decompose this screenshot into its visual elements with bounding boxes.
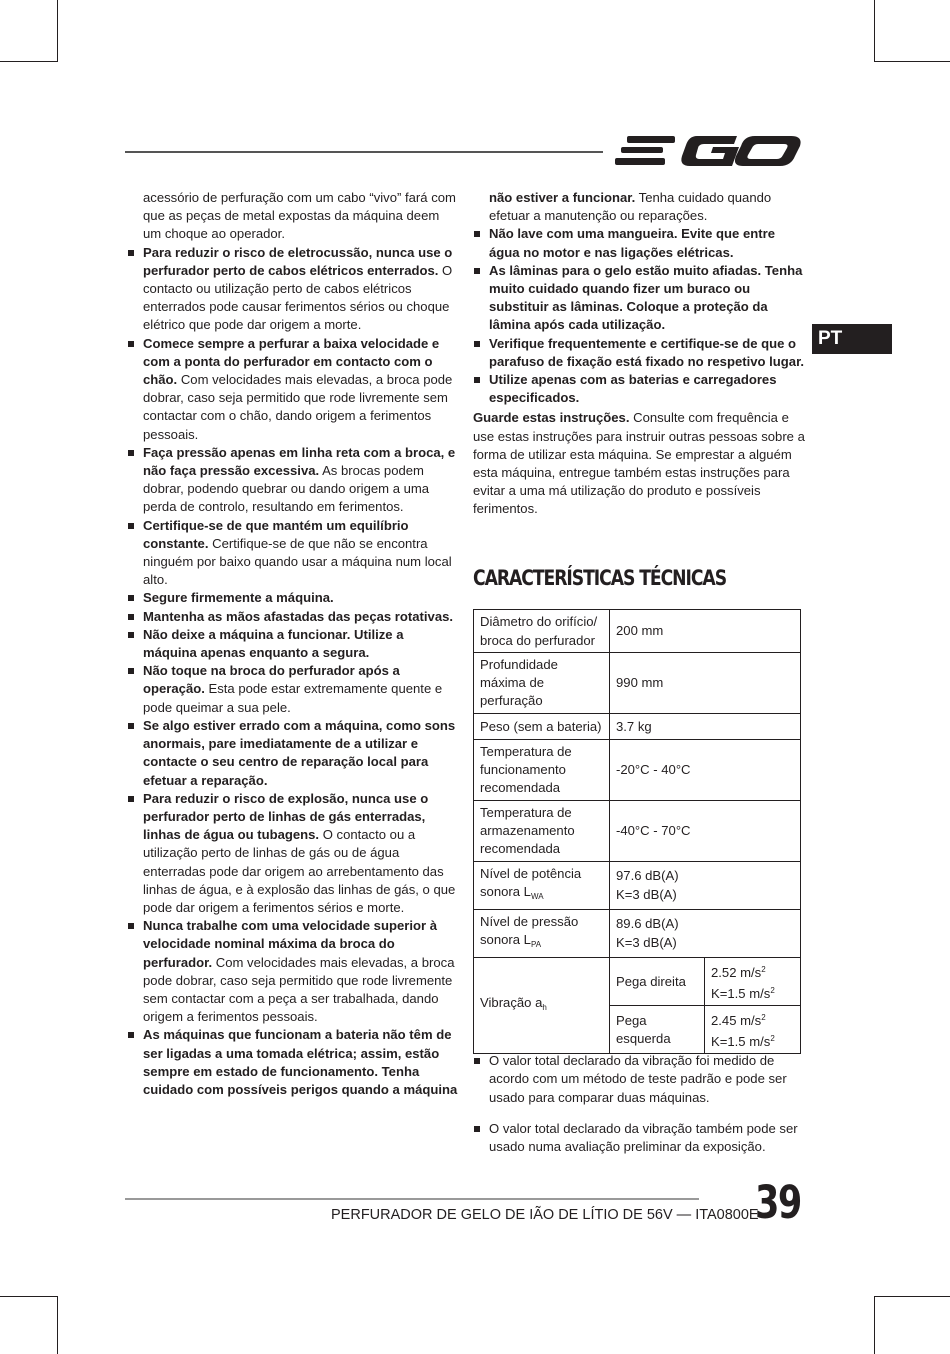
- spec-value: [610, 909, 801, 957]
- spec-label: Temperatura de armazenamento recomendada: [474, 800, 610, 861]
- body-text: As brocas podem dobrar, podendo quebrar ou dando origem a uma perda de controlo, resultando em ferimentos.: [143, 463, 430, 515]
- bullet-item: [127, 244, 459, 335]
- bullet-item: [127, 790, 459, 917]
- bold-lead: Guarde estas instruções.: [473, 410, 630, 426]
- crop-mark: [57, 1296, 58, 1354]
- paragraph: [473, 189, 805, 225]
- spec-label: Peso (sem a bateria): [474, 713, 610, 739]
- spec-label-text: Nível de pressão sonora L: [480, 913, 579, 948]
- superscript: 2: [761, 964, 766, 974]
- footer-rule: [125, 1198, 699, 1200]
- body-text: Com velocidades mais elevadas, a broca pode dobrar, caso seja permitido que rode livremente sem contactar com a peça a ser trabalhada, dando origem a ferimentos pessoais.: [143, 954, 455, 1025]
- body-text: acessório de perfuração com um cabo “vivo” fará com que as peças de metal expostas da máquina deem um choque ao operador.: [143, 190, 456, 242]
- crop-mark: [0, 1296, 58, 1297]
- bold-lead: Mantenha as mãos afastadas das peças rotativas.: [143, 608, 454, 624]
- bold-lead: Faça pressão apenas em linha reta com a broca, e não faça pressão excessiva.: [143, 444, 456, 479]
- crop-mark: [874, 61, 950, 62]
- spec-value-main: 89.6 dB(A): [616, 916, 679, 932]
- spec-label: [474, 861, 610, 909]
- bold-lead: Utilize apenas com as baterias e carregadores especificados.: [489, 372, 777, 406]
- spec-value: 200 mm: [610, 610, 801, 653]
- bold-lead: As máquinas que funcionam a bateria não têm de ser ligadas a uma tomada elétrica; assim, estão sempre em estado de funcionamento. Tenha cuidado com possíveis perigos quando a máquina: [143, 1027, 458, 1097]
- spec-label: Diâmetro do orifício/ broca do perfurador: [474, 610, 610, 653]
- handle-label: Pega direita: [610, 957, 705, 1005]
- bold-lead: Certifique-se de que mantém um equilíbrio constante.: [143, 517, 409, 551]
- spec-value: -20°C - 40°C: [610, 739, 801, 800]
- spec-value-k: K=3 dB(A): [616, 934, 677, 950]
- handle-label: Pega esquerda: [610, 1006, 705, 1054]
- body-text: Consulte com frequência e use estas instruções para instruir outras pessoas sobre a forma de utilizar esta máquina. Se emprestar a alguém esta máquina, entregue também estas instruções para evitar a uma má utilização do produto e possíveis ferimentos.: [473, 410, 805, 517]
- spec-value: [705, 957, 801, 1005]
- superscript: 2: [770, 985, 775, 995]
- bullet-item: [127, 517, 459, 590]
- bold-lead: Não deixe a máquina a funcionar. Utilize a máquina apenas enquanto a segura.: [143, 626, 404, 661]
- spec-row: [474, 800, 801, 861]
- subscript: WA: [530, 892, 544, 902]
- spec-value-k: K=3 dB(A): [616, 886, 677, 902]
- paragraph: [473, 409, 805, 518]
- superscript: 2: [761, 1013, 766, 1023]
- footer-text: PERFURADOR DE GELO DE IÃO DE LÍTIO DE 56V — ITA0800E: [331, 1207, 759, 1223]
- bullet-item: [127, 662, 459, 717]
- spec-value-main: 97.6 dB(A): [616, 868, 679, 884]
- bullet-item: [127, 335, 459, 444]
- spec-row: [474, 909, 801, 957]
- spec-table: [473, 609, 801, 1054]
- spec-row: [474, 957, 801, 1005]
- body-text: Esta pode estar extremamente quente e pode queimar a sua pele.: [143, 681, 443, 715]
- bold-lead: Verifique frequentemente e certifique-se de que o parafuso de fixação está fixado no respetivo lugar.: [489, 335, 805, 369]
- spec-row: [474, 713, 801, 739]
- bold-lead: não estiver a funcionar.: [489, 190, 636, 205]
- paragraph: [127, 189, 459, 244]
- bullet-item: [127, 608, 459, 626]
- spec-value-main: 2.52 m/s: [711, 964, 762, 980]
- spec-label-text: Nível de potência sonora L: [480, 865, 582, 900]
- bullet-item: [473, 371, 805, 407]
- spec-label: [474, 909, 610, 957]
- crop-mark: [0, 61, 58, 62]
- spec-label: Profundidade máxima de perfuração: [474, 653, 610, 714]
- crop-mark: [57, 0, 58, 62]
- bold-lead: Não lave com uma mangueira. Evite que entre água no motor e nas ligações elétricas.: [489, 226, 775, 260]
- bold-lead: Não toque na broca do perfurador após a operação.: [143, 663, 400, 697]
- bullet-item: [127, 1026, 459, 1099]
- body-text: O contacto ou a utilização perto de linhas de gás ou de água enterradas pode dar origem ao arrebentamento das linhas de água, e à explosão das linhas de gás, o que pode dar origem a ferimentos sérios e morte.: [143, 827, 456, 915]
- left-column: [127, 189, 459, 1099]
- crop-mark: [874, 0, 875, 62]
- spec-value: 3.7 kg: [610, 713, 801, 739]
- spec-value-main: 2.45 m/s: [711, 1013, 762, 1029]
- bullet-item: [127, 589, 459, 607]
- bold-lead: Nunca trabalhe com uma velocidade superior à velocidade nominal máxima da broca do perfurador.: [143, 918, 437, 970]
- spec-value-k: K=1.5 m/s: [711, 985, 771, 1001]
- bullet-item: [473, 335, 805, 371]
- bullet-item: [127, 717, 459, 790]
- spec-row: [474, 653, 801, 714]
- notes-list: [473, 1039, 805, 1162]
- spec-value: -40°C - 70°C: [610, 800, 801, 861]
- language-tab: PT: [812, 324, 892, 354]
- bold-lead: Para reduzir o risco de eletrocussão, nunca use o perfurador perto de cabos elétricos enterrados.: [143, 244, 453, 278]
- subscript: PA: [530, 940, 542, 950]
- bold-lead: Para reduzir o risco de explosão, nunca use o perfurador perto de linhas de gás enterradas, linhas de água ou tubagens.: [143, 790, 429, 843]
- spec-row: [474, 610, 801, 653]
- ego-logo: [615, 128, 801, 172]
- crop-mark: [874, 1296, 950, 1297]
- note-item: O valor total declarado da vibração foi medido de acordo com um método de teste padrão e pode ser usado para comparar duas máquinas.: [473, 1052, 805, 1107]
- bold-lead: Comece sempre a perfurar a baixa velocidade e com a ponta do perfurador em contacto com o chão.: [143, 335, 440, 388]
- page-number: 39: [755, 1176, 801, 1229]
- header-rule: [125, 151, 603, 153]
- bullet-item: [473, 225, 805, 261]
- spec-row: [474, 861, 801, 909]
- spec-value: [610, 861, 801, 909]
- body-text: Tenha cuidado quando efetuar a manutenção ou reparações.: [489, 190, 772, 224]
- spec-label-text: Vibração a: [480, 995, 543, 1011]
- bullet-item: [127, 626, 459, 662]
- bullet-item: [127, 917, 459, 1026]
- body-text: Certifique-se de que não se encontra ninguém por baixo quando usar a máquina num local alto.: [143, 535, 452, 588]
- crop-mark: [874, 1296, 875, 1354]
- body-text: O contacto ou utilização perto de cabos elétricos enterrados pode causar ferimentos sérios ou choque elétrico que pode dar origem a morte.: [143, 262, 453, 333]
- spec-row: [474, 739, 801, 800]
- note-item: O valor total declarado da vibração também pode ser usado numa avaliação preliminar da exposição.: [473, 1120, 805, 1156]
- subscript: h: [542, 1003, 547, 1013]
- right-column: [473, 189, 805, 524]
- superscript: 2: [770, 1034, 775, 1044]
- spec-label: Temperatura de funcionamento recomendada: [474, 739, 610, 800]
- spec-value: 990 mm: [610, 653, 801, 714]
- spec-value-k: K=1.5 m/s: [711, 1034, 771, 1050]
- bold-lead: Se algo estiver errado com a máquina, como sons anormais, pare imediatamente de a utilizar e contacte o seu centro de reparação local para efetuar a reparação.: [143, 717, 456, 788]
- bold-lead: As lâminas para o gelo estão muito afiadas. Tenha muito cuidado quando fizer um buraco ou substituir as lâminas. Coloque a proteção da lâmina após cada utilização.: [489, 262, 803, 333]
- bold-lead: Segure firmemente a máquina.: [143, 590, 334, 606]
- body-text: Com velocidades mais elevadas, a broca pode dobrar, caso seja permitido que rode livremente sem contactar com o chão, dando origem a ferimentos pessoais.: [143, 372, 453, 442]
- bullet-item: [127, 444, 459, 517]
- section-title: CARACTERÍSTICAS TÉCNICAS: [473, 566, 727, 590]
- bullet-item: [473, 262, 805, 335]
